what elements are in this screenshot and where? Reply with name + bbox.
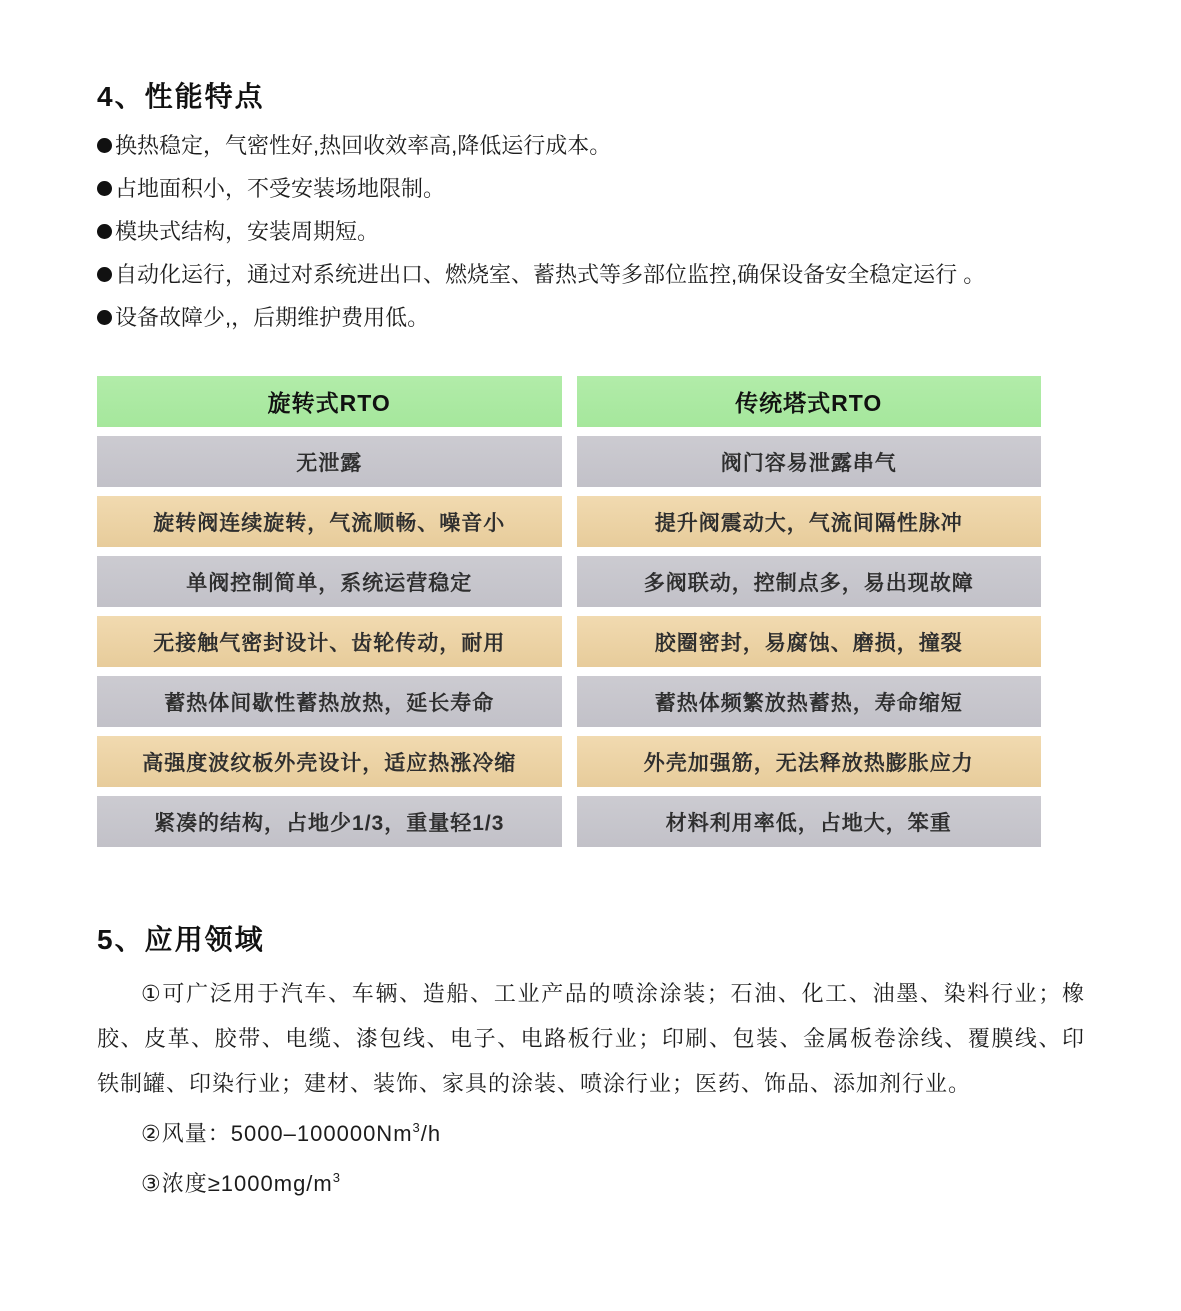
bullet-icon bbox=[97, 138, 112, 153]
feature-text: 设备故障少,，后期维护费用低。 bbox=[115, 305, 430, 330]
table-cell: 多阀联动，控制点多，易出现故障 bbox=[577, 556, 1042, 607]
feature-text: 自动化运行，通过对系统进出口、燃烧室、蓄热式等多部位监控,确保设备安全稳定运行 。 bbox=[115, 262, 986, 287]
bullet-icon bbox=[97, 310, 112, 325]
bullet-icon bbox=[97, 181, 112, 196]
table-cell: 蓄热体间歇性蓄热放热，延长寿命 bbox=[97, 676, 562, 727]
table-cell: 提升阀震动大，气流间隔性脉冲 bbox=[577, 496, 1042, 547]
bullet-icon bbox=[97, 224, 112, 239]
list-item bbox=[97, 220, 1085, 243]
feature-text: 模块式结构，安装周期短。 bbox=[115, 219, 380, 244]
bullet-icon bbox=[97, 267, 112, 282]
section-5-title: 5、应用领域 bbox=[97, 924, 265, 955]
table-cell: 材料利用率低，占地大，笨重 bbox=[577, 796, 1042, 847]
concentration-item bbox=[97, 1156, 1085, 1206]
feature-text: 占地面积小，不受安装场地限制。 bbox=[115, 176, 446, 201]
concentration-text: ③浓度≥1000mg/m bbox=[141, 1171, 333, 1196]
table-cell: 无接触气密封设计、齿轮传动，耐用 bbox=[97, 616, 562, 667]
airflow-text: ②风量：5000–100000Nm bbox=[141, 1121, 413, 1146]
table-cell: 高强度波纹板外壳设计，适应热涨冷缩 bbox=[97, 736, 562, 787]
concentration-superscript: 3 bbox=[332, 1170, 341, 1185]
airflow-item bbox=[97, 1106, 1085, 1156]
feature-list bbox=[97, 134, 1085, 329]
airflow-unit: /h bbox=[420, 1121, 442, 1146]
table-cell: 无泄露 bbox=[97, 436, 562, 487]
list-item bbox=[97, 134, 1085, 157]
feature-text: 换热稳定，气密性好,热回收效率高,降低运行成本。 bbox=[115, 133, 612, 158]
section-4-title: 4、性能特点 bbox=[97, 81, 265, 112]
table-cell: 胶圈密封，易腐蚀、磨损，撞裂 bbox=[577, 616, 1042, 667]
comparison-table bbox=[97, 376, 1041, 847]
list-item bbox=[97, 306, 1085, 329]
table-cell: 阀门容易泄露串气 bbox=[577, 436, 1042, 487]
table-cell: 旋转阀连续旋转，气流顺畅、噪音小 bbox=[97, 496, 562, 547]
table-header-traditional-rto: 传统塔式RTO bbox=[577, 376, 1042, 427]
table-cell: 紧凑的结构，占地少1/3，重量轻1/3 bbox=[97, 796, 562, 847]
list-item bbox=[97, 263, 1085, 286]
table-cell: 蓄热体频繁放热蓄热，寿命缩短 bbox=[577, 676, 1042, 727]
application-paragraph: ①可广泛用于汽车、车辆、造船、工业产品的喷涂涂装；石油、化工、油墨、染料行业；橡胶、皮革、胶带、电缆、漆包线、电子、电路板行业；印刷、包装、金属板卷涂线、覆膜线、印铁制罐、印染行业；建材、装饰、家具的涂装、喷涂行业；医药、饰品、添加剂行业。 bbox=[97, 981, 1085, 1096]
table-header-rotary-rto: 旋转式RTO bbox=[97, 376, 562, 427]
list-item bbox=[97, 177, 1085, 200]
table-cell: 外壳加强筋，无法释放热膨胀应力 bbox=[577, 736, 1042, 787]
table-cell: 单阀控制简单，系统运营稳定 bbox=[97, 556, 562, 607]
airflow-superscript: 3 bbox=[412, 1120, 421, 1135]
